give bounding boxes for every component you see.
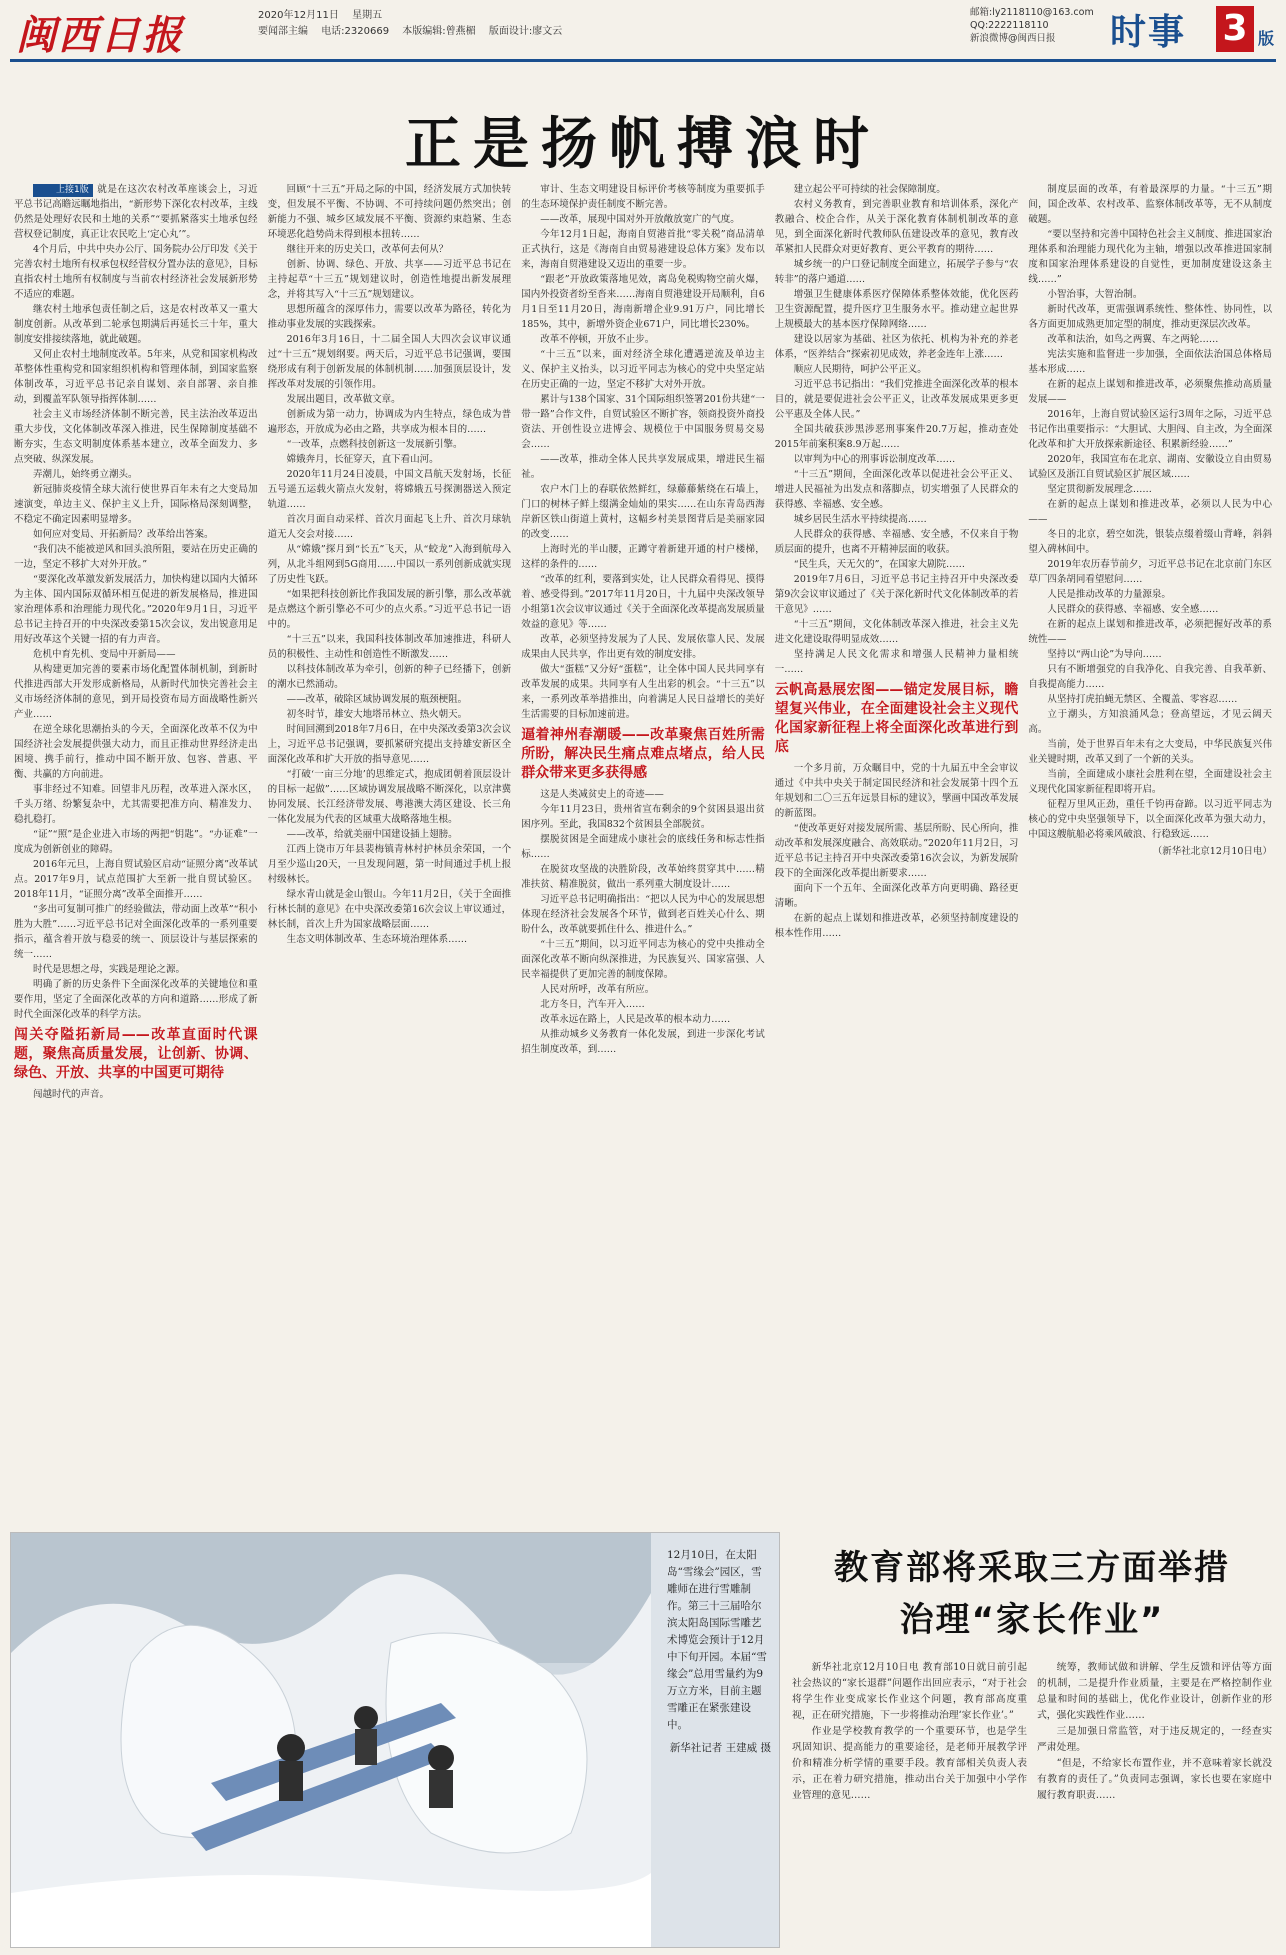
article-paragraph: 在新的起点上谋划和推进改革，必须以人民为中心—— bbox=[1028, 499, 1272, 525]
contact-weibo: 新浪微博@闽西日报 bbox=[970, 33, 1056, 44]
article-paragraph: 城乡居民生活水平持续提高…… bbox=[793, 514, 927, 525]
article-paragraph: 上海时光的半山腰，正蹲守着新建开通的村户楼梯，这样的条件的…… bbox=[521, 544, 765, 570]
article-paragraph: 面向下一个五年、全面深化改革方向更明确、路径更清晰。 bbox=[774, 883, 1019, 909]
article-paragraph: 改革永远在路上，人民是改革的根本动力…… bbox=[540, 1014, 731, 1025]
article-paragraph: 时间回溯到2018年7月6日，在中央深改委第3次会议上，习近平总书记强调，要抓紧研究提出支持雄安新区全面深化改革和扩大开放的指导意见…… bbox=[267, 724, 512, 765]
article-column-4 bbox=[775, 182, 1019, 1527]
article-paragraph: 习近平总书记指出：“我们党推进全面深化改革的根本目的，就是要促进社会公平正义，让改革发展成果更多更公平惠及全体人民。” bbox=[774, 379, 1019, 420]
article-paragraph: 当前，处于世界百年未有之大变局，中华民族复兴伟业关键时期，改革又到了一个新的关头。 bbox=[1028, 739, 1272, 765]
side-article-body bbox=[792, 1660, 1272, 1946]
news-photo-block bbox=[10, 1532, 780, 1948]
article-paragraph: 征程万里风正劲，重任千钧再奋蹄。以习近平同志为核心的党中央坚强领导下，以全面深化改革为强大动力，中国这艘航船必将乘风破浪、行稳致远…… bbox=[1028, 799, 1272, 840]
article-paragraph: 人民群众的获得感、幸福感、安全感，不仅来自于物质层面的提升，也离不开精神层面的收获。 bbox=[774, 529, 1019, 555]
article-paragraph: 江西上饶市万年县裴梅镇青林村护林员余荣国，一个月至少巡山20天，一旦发现问题，第一时间通过手机上报村级林长。 bbox=[267, 844, 512, 885]
section-subheading: 逼着神州春潮暖——改革聚焦百姓所需所盼，解决民生痛点难点堵点，给人民群众带来更多获得感 bbox=[521, 727, 765, 781]
article-paragraph: 冬日的北京，碧空如洗，银装点缀着缀山背峰，斜斜望入碑林间中。 bbox=[1028, 529, 1272, 555]
article-paragraph: “但是，不给家长布置作业，并不意味着家长就没有教育的责任了。”负责同志强调，家长也要在家庭中履行教育职责…… bbox=[1037, 1758, 1272, 1801]
article-paragraph: 在逆全球化思潮抬头的今天，全面深化改革不仅为中国经济社会发展提供强大动力，而且正推动世界经济走出困境、携手前行，推动中国不断开放、包容、普惠、平衡、共赢的方向前进。 bbox=[14, 724, 258, 780]
article-paragraph: 坚持满足人民文化需求和增强人民精神力量相统一…… bbox=[774, 649, 1019, 675]
article-paragraph: 绿水青山就是金山银山。今年11月2日，《关于全面推行林长制的意见》在中央深改委第16次会议上审议通过，林长制，首次上升为国家战略层面…… bbox=[267, 889, 512, 930]
side-article-title-line1: 教育部将采取三方面举措 bbox=[834, 1548, 1230, 1588]
article-paragraph: “要以坚持和完善中国特色社会主义制度、推进国家治理体系和治理能力现代化为主轴，增强以改革推进国家制度和国家治理体系建设的自觉性，更加制度建设这条主线……” bbox=[1028, 229, 1272, 285]
article-paragraph: 宪法实施和监督进一步加强，全面依法治国总体格局基本形成…… bbox=[1028, 349, 1272, 375]
article-paragraph: 改革，必须坚持发展为了人民、发展依靠人民、发展成果由人民共享，作出更有效的制度安排。 bbox=[521, 634, 765, 660]
article-paragraph: 在新的起点上谋划和推进改革，必须聚焦推动高质量发展—— bbox=[1028, 379, 1272, 405]
article-paragraph: 作业是学校教育教学的一个重要环节，也是学生巩固知识、提高能力的重要途径，是老师开展教学评价和精准分析学情的重要手段。教育部相关负责人表示，正在着力研究措施，推动出台关于加强中小学作业管理的意见…… bbox=[792, 1726, 1027, 1801]
article-paragraph: “民生兵，天无欠的”，在国家大剧院…… bbox=[793, 559, 965, 570]
article-paragraph: 初冬时节，雄安大地塔吊林立、热火朝天。 bbox=[286, 709, 468, 720]
article-paragraph: 坚定贯彻新发展理念…… bbox=[1047, 484, 1152, 495]
issue-date: 2020年12月11日 bbox=[258, 10, 339, 21]
phone: 电话:2320669 bbox=[321, 26, 390, 37]
article-paragraph: 4个月后，中共中央办公厅、国务院办公厅印发《关于完善农村土地所有权承包权经营权分置办法的意见》，目标直指农村土地所有权制度与当前农村经济社会发展新形势不适应的难题。 bbox=[14, 244, 258, 300]
article-paragraph: ——改革，展现中国对外开放敞放宽广的气度。 bbox=[540, 214, 740, 225]
article-column-5 bbox=[1028, 182, 1272, 1527]
article-paragraph: 新冠肺炎疫情全球大流行使世界百年未有之大变局加速演变，单边主义、保护主义上升，国际格局深刻调整，不稳定不确定因素明显增多。 bbox=[14, 484, 258, 525]
article-paragraph: 时代是思想之母，实践是理论之源。 bbox=[33, 964, 186, 975]
article-paragraph: “十三五”期间，文化体制改革深入推进，社会主义先进文化建设取得明显成效…… bbox=[774, 619, 1019, 645]
photo-credit: 新华社记者 王建威 摄 bbox=[669, 1742, 771, 1754]
article-paragraph: 城乡统一的户口登记制度全面建立，拓展学子参与“农转非”的落户通道…… bbox=[774, 259, 1019, 285]
article-paragraph: 在脱贫攻坚战的决胜阶段，改革始终贯穿其中……精准扶贫、精准脱贫，做出一系列重大制度设计…… bbox=[521, 864, 765, 890]
article-paragraph: 又何止农村土地制度改革。5年来，从党和国家机构改革整体性重构党和国家组织机构和管理体制，到国家监察体制改革，习近平总书记亲自谋划、亲自部署、亲自推动，到覆盖军队领导指挥体制…… bbox=[14, 349, 258, 405]
article-paragraph: 从推动城乡义务教育一体化发展，到进一步深化考试招生制度改革，到…… bbox=[521, 1029, 765, 1055]
article-paragraph: “打破‘一亩三分地’的思维定式，抱成团朝着顶层设计的目标一起做”……区域协调发展战略不断深化，以京津冀协同发展、长江经济带发展、粤港澳大湾区建设、长三角一体化发展为代表的区域重大战略落地生根。 bbox=[267, 769, 512, 825]
article-paragraph: 农户木门上的春联依然鲜红，绿藤藤紫绕在石墙上，门口的树林子鲜上缀满金灿灿的果实……在山东青岛西海岸新区铁山街道上黄村，这幅乡村美景图背后是美丽家园的改变…… bbox=[521, 484, 765, 540]
contact-email: 邮箱:ly2118110@163.com bbox=[970, 7, 1094, 18]
article-paragraph: 生态文明体制改革、生态环境治理体系…… bbox=[286, 934, 468, 945]
section-subheading: 云帆高悬展宏图——锚定发展目标，瞻望复兴伟业，在全面建设社会主义现代化国家新征程上将全面深化改革进行到底 bbox=[774, 682, 1019, 755]
article-paragraph: 弄潮儿，始终勇立潮头。 bbox=[33, 469, 138, 480]
article-paragraph: 改革和法治，如鸟之两翼、车之两轮…… bbox=[1047, 334, 1219, 345]
article-paragraph: 人民是推动改革的力量源泉。 bbox=[1047, 589, 1171, 600]
article-paragraph: “十三五”以来，我国科技体制改革加速推进，科研人员的积极性、主动性和创造性不断激发…… bbox=[267, 634, 512, 660]
article-signoff: （新华社北京12月10日电） bbox=[1152, 846, 1272, 857]
article-column-1 bbox=[14, 182, 258, 1527]
article-paragraph: 今年11月23日，贵州省宣布剩余的9个贫困县退出贫困序列。至此，我国832个贫困县全部脱贫。 bbox=[521, 804, 765, 830]
article-paragraph: 事非经过不知难。回望非凡历程，改革进入深水区，千头万绪、纷繁复杂中，尤其需要把准方向、精准发力、稳扎稳打。 bbox=[14, 784, 258, 825]
article-paragraph: “跟老”开放政策落地见效，离岛免税购物空前火爆，国内外投资者纷至沓来……海南自贸港建设开局顺利，自6月1日至11月20日，海南新增企业9.91万户，同比增长185%，其中，新增外资企业671户，同比增长230%。 bbox=[521, 274, 765, 330]
article-paragraph: 思想所蕴含的深厚伟力，需要以改革为路径，转化为推动事业发展的实践探索。 bbox=[267, 304, 512, 330]
article-paragraph: 2016年，上海自贸试验区运行3周年之际，习近平总书记作出重要指示：“大胆试、大胆闯、自主改，为全面深化改革和扩大开放探索新途径、积累新经验……” bbox=[1028, 409, 1272, 450]
article-paragraph: “改革的红利，要落到实处，让人民群众看得见、摸得着、感受得到。”2017年11月20日，十九届中央深改领导小组第1次会议审议通过《关于全面深化改革提高发展质量效益的意见》等…… bbox=[521, 574, 765, 630]
article-paragraph: 在新的起点上谋划和推进改革，必须坚持制度建设的根本性作用…… bbox=[774, 913, 1019, 939]
article-paragraph: “我们决不能被逆风和回头浪所阻，要站在历史正确的一边，坚定不移扩大对外开放。” bbox=[14, 544, 258, 570]
article-paragraph: 北方冬日，汽车开入…… bbox=[540, 999, 645, 1010]
page-designer: 版面设计:廖文云 bbox=[488, 26, 563, 37]
article-paragraph: 新华社北京12月10日电 教育部10日就日前引起社会热议的“家长退群”问题作出回应表示，“对于社会将学生作业变成家长作业这个问题，教育部高度重视，正在研究措施，下一步将推动治理‘家长作业’。” bbox=[792, 1662, 1027, 1721]
article-paragraph: “使改革更好对接发展所需、基层所盼、民心所向，推动改革和发展深度融合、高效联动。”2020年11月2日，习近平总书记主持召开中央深改委第16次会议，为新发展阶段下的全面深化改革提出新要求…… bbox=[774, 823, 1019, 879]
article-paragraph: 全国共破获涉黑涉恶刑事案件20.7万起，推动查处2015年前案积案8.9万起…… bbox=[774, 424, 1019, 450]
article-paragraph: “十三五”期间，以习近平同志为核心的党中央推动全面深化改革不断向纵深推进，为民族复兴、国家富强、人民幸福提供了更加完善的制度保障。 bbox=[521, 939, 765, 980]
article-paragraph: 一个多月前，万众瞩目中，党的十九届五中全会审议通过《中共中央关于制定国民经济和社会发展第十四个五年规划和二〇三五年远景目标的建议》，擘画中国改革发展的新蓝图。 bbox=[774, 763, 1019, 819]
article-paragraph: 审计、生态文明建设目标评价考核等制度为重要抓手的生态环境保护责任制度不断完善。 bbox=[521, 184, 765, 210]
article-paragraph: 顺应人民期待，呵护公平正义。 bbox=[793, 364, 927, 375]
article-paragraph: 做大“蛋糕”又分好“蛋糕”，让全体中国人民共同享有改革发展的成果。共同享有人生出彩的机会。“十三五”以来，一系列改革举措推出，向着满足人民日益增长的美好生活需要的目标加速前进。 bbox=[521, 664, 765, 720]
article-paragraph: 人民群众的获得感、幸福感、安全感…… bbox=[1047, 604, 1219, 615]
article-paragraph: 以科技体制改革为牵引，创新的种子已经播下，创新的潮水已然涌动。 bbox=[267, 664, 512, 690]
article-paragraph: 坚持以“两山论”为导向…… bbox=[1047, 649, 1162, 660]
article-paragraph: 发展出题目，改革做文章。 bbox=[286, 394, 401, 405]
article-paragraph: 这是人类减贫史上的奇迹—— bbox=[540, 789, 664, 800]
newspaper-logo: 闽西日报 bbox=[16, 12, 184, 59]
article-paragraph: 2020年，我国宣布在北京、湖南、安徽设立自由贸易试验区及浙江自贸试验区扩展区域…… bbox=[1028, 454, 1272, 480]
article-paragraph: 闯越时代的声音。 bbox=[33, 1089, 110, 1100]
article-paragraph: “如果把科技创新比作我国发展的新引擎，那么改革就是点燃这个新引擎必不可少的点火系。”习近平总书记一语中的。 bbox=[267, 589, 512, 630]
article-column-2 bbox=[268, 182, 512, 1527]
article-paragraph: 从构建更加完善的要素市场化配置体制机制，到新时代推进西部大开发形成新格局，从新时代加快完善社会主义市场经济体制的意见，到开局投资布局方面战略性新兴产业…… bbox=[14, 664, 258, 720]
article-paragraph: “一改革，点燃科技创新这一发展新引擎。 bbox=[286, 439, 463, 450]
article-paragraph: 继往开来的历史关口，改革何去何从？ bbox=[286, 244, 449, 255]
section-subheading: 闯关夺隘拓新局——改革直面时代课题，聚焦高质量发展，让创新、协调、绿色、开放、共享的中国更可期待 bbox=[14, 1027, 258, 1081]
article-paragraph: “证”“照”是企业进入市场的两把“钥匙”。“办证难”一度成为创新创业的障碍。 bbox=[14, 829, 258, 855]
article-paragraph: 从坚持打虎拍蝇无禁区、全覆盖、零容忍…… bbox=[1047, 694, 1238, 705]
masthead bbox=[10, 0, 1276, 62]
side-article-title-line2: 治理“家长作业” bbox=[899, 1600, 1165, 1640]
article-paragraph: 2016年元旦，上海自贸试验区启动“证照分离”改革试点。2017年9月，试点范围扩大至新一批自贸试验区。2018年11月，“证照分离”改革全面推开…… bbox=[14, 859, 258, 900]
article-paragraph: 2016年3月16日，十二届全国人大四次会议审议通过“十三五”规划纲要。两天后，习近平总书记强调，要围绕形成有利于创新发展的体制机制……加强顶层设计，发挥改革对发展的引领作用。 bbox=[267, 334, 512, 390]
photo-caption bbox=[667, 1547, 771, 1757]
article-paragraph: 建立起公平可持续的社会保障制度。 bbox=[793, 184, 946, 195]
page-editor: 本版编辑:曾燕楣 bbox=[402, 26, 476, 37]
issue-weekday: 星期五 bbox=[352, 10, 383, 21]
article-paragraph: 制度层面的改革，有着最深厚的力量。“十三五”期间，国企改革、农村改革、监察体制改革等，无不从制度破题。 bbox=[1028, 184, 1272, 225]
article-body bbox=[14, 182, 1272, 1527]
article-paragraph: 建设以居家为基础、社区为依托、机构为补充的养老体系，“医养结合”探索初见成效，养老金连年上涨…… bbox=[774, 334, 1019, 360]
article-paragraph: 社会主义市场经济体制不断完善，民主法治改革迈出重大步伐，文化体制改革深入推进，民生保障制度基础不断夯实，生态文明制度体系基本建立，改革全面发力、多点突破、纵深发展。 bbox=[14, 409, 258, 465]
article-paragraph: 明确了新的历史条件下全面深化改革的关键地位和重要作用，坚定了全面深化改革的方向和道路……形成了新时代全面深化改革的科学方法。 bbox=[14, 979, 258, 1020]
article-paragraph: 以审判为中心的刑事诉讼制度改革…… bbox=[793, 454, 956, 465]
article-paragraph: 累计与138个国家、31个国际组织签署201份共建“一带一路”合作文件，自贸试验区不断扩容，领商投资外商投资法、开创性设立进博会、规模位于中国服务贸易交易会…… bbox=[521, 394, 765, 450]
contact-qq: QQ:2222118110 bbox=[970, 20, 1049, 31]
article-paragraph: 今年12月1日起，海南自贸港首批“零关税”商品清单正式执行，这是《海南自由贸易港建设总体方案》发布以来，海南自贸港建设又迈出的重要一步。 bbox=[521, 229, 765, 270]
continued-badge: 上接1版 bbox=[33, 184, 93, 197]
article-paragraph: 只有不断增强党的自我净化、自我完善、自我革新、自我提高能力…… bbox=[1028, 664, 1272, 690]
article-paragraph: ——改革，给就美丽中国建设插上翅膀。 bbox=[286, 829, 458, 840]
chief-editor: 要闻部主编 bbox=[258, 26, 308, 37]
article-paragraph: 回顾“十三五”开局之际的中国，经济发展方式加快转变，但发展不平衡、不协调、不可持续问题仍然突出；创新能力不强、城乡区域发展不平衡、资源约束趋紧、生态环境恶化趋势尚未得到根本扭转…… bbox=[267, 184, 512, 240]
article-paragraph: 农村义务教育，到完善职业教育和培训体系，深化产教融合、校企合作，从关于深化教育体制机制改革的意见，到全面深化新时代教师队伍建设改革的意见，教育改革紧扣人民群众对更好教育、更公平教育的期待…… bbox=[774, 199, 1019, 255]
article-paragraph: 上接1版 就是在这次农村改革座谈会上，习近平总书记高瞻远瞩地指出，“新形势下深化农村改革，主线仍然是处理好农民和土地的关系”“要抓紧落实土地承包经营权登记制度，真正让农民吃上‘定心丸’”。 bbox=[14, 184, 258, 240]
main-headline: 正是扬帆搏浪时 bbox=[405, 112, 881, 177]
article-paragraph: “十三五”期间，全面深化改革以促进社会公平正义、增进人民福祉为出发点和落脚点，切实增强了人民群众的获得感、幸福感、安全感。 bbox=[774, 469, 1019, 510]
article-paragraph: 摆脱贫困是全面建成小康社会的底线任务和标志性指标…… bbox=[521, 834, 765, 860]
issue-info bbox=[258, 8, 572, 40]
photo-caption-text: 12月10日，在太阳岛“雪缘会”园区，雪雕师在进行雪雕制作。第三十三届哈尔滨太阳岛国际雪雕艺术博览会预计于12月中下旬开园。本届“雪缘会”总用雪量约为9万立方米，目前主题雪雕正在紧张建设中。 bbox=[667, 1549, 767, 1731]
article-paragraph: “十三五”以来，面对经济全球化遭遇逆流及单边主义、保护主义抬头，以习近平同志为核心的党中央坚定站在历史正确的一边，坚定不移扩大对外开放。 bbox=[521, 349, 765, 390]
article-paragraph: 立于潮头，方知浪涌风急；登高望远，才见云阔天高。 bbox=[1028, 709, 1272, 735]
page-suffix: 版 bbox=[1258, 29, 1275, 48]
contact-info bbox=[970, 6, 1094, 45]
article-paragraph: 2019年农历春节前夕，习近平总书记在北京前门东区草厂四条胡同看望慰问…… bbox=[1028, 559, 1272, 585]
article-paragraph: 创新、协调、绿色、开放、共享——习近平总书记在主持起草“十三五”规划建议时，创造性地提出新发展理念，并将其写入“十三五”规划建议。 bbox=[267, 259, 512, 300]
article-paragraph: “多出可复制可推广的经验做法，带动面上改革”“积小胜为大胜”……习近平总书记对全面深化改革的一系列重要指示，蕴含着开放与稳妥的统一、顶层设计与基层探索的统一…… bbox=[14, 904, 258, 960]
article-paragraph: 三是加强日常监管，对于违反规定的，一经查实严肃处理。 bbox=[1037, 1726, 1272, 1753]
article-paragraph: 危机中育先机、变局中开新局—— bbox=[33, 649, 176, 660]
article-paragraph: 统筹，教师试做和讲解、学生反馈和评估等方面的机制，二是提升作业质量，主要是在严格控制作业总量和时间的基础上，优化作业设计，创新作业的形式，强化实践性作业…… bbox=[1037, 1662, 1272, 1721]
article-paragraph: 人民对所呼，改革有所应。 bbox=[540, 984, 655, 995]
article-paragraph: 增强卫生健康体系医疗保障体系整体效能，优化医药卫生资源配置，提升医疗卫生服务水平。推动建立起世界上规模最大的基本医疗保障网络…… bbox=[774, 289, 1019, 330]
article-paragraph: ——改革，推动全体人民共享发展成果，增进民生福祉。 bbox=[521, 454, 765, 480]
article-paragraph: ——改革，破除区域协调发展的瓶颈梗阻。 bbox=[286, 694, 468, 705]
article-paragraph: 创新成为第一动力，协调成为内生特点，绿色成为普遍形态，开放成为必由之路，共享成为根本目的…… bbox=[267, 409, 512, 435]
article-paragraph: 从“嫦娥”探月到“长五”飞天，从“蛟龙”入海到航母入列，从北斗组网到5G商用……中国以一系列创新成就实现了历史性飞跃。 bbox=[267, 544, 512, 585]
article-paragraph: 习近平总书记明确指出：“把以人民为中心的发展思想体现在经济社会发展各个环节，做到老百姓关心什么、期盼什么，改革就要抓住什么、推进什么。” bbox=[521, 894, 765, 935]
article-paragraph: 当前，全面建成小康社会胜利在望，全面建设社会主义现代化国家新征程即将开启。 bbox=[1028, 769, 1272, 795]
article-paragraph: “要深化改革激发新发展活力，加快构建以国内大循环为主体、国内国际双循环相互促进的新发展格局，推进国家治理体系和治理能力现代化。”2020年9月1日，习近平总书记主持召开的中央深改委第15次会议，发出锐意用足用好改革这个关键一招的有力声音。 bbox=[14, 574, 258, 645]
article-paragraph: 小智治事，大智治制。 bbox=[1047, 289, 1143, 300]
side-article-column-1 bbox=[792, 1660, 1027, 1946]
side-article-column-2 bbox=[1037, 1660, 1272, 1946]
article-column-3 bbox=[521, 182, 765, 1527]
snow-sculpture-photo bbox=[11, 1533, 651, 1948]
article-paragraph: 新时代改革，更需强调系统性、整体性、协同性，以各方面更加成熟更加定型的制度，推动更深层次改革。 bbox=[1028, 304, 1272, 330]
article-paragraph: 嫦娥奔月，长征穿天，直下看山河。 bbox=[286, 454, 439, 465]
section-name: 时事 bbox=[1110, 12, 1187, 53]
article-paragraph: 2019年7月6日，习近平总书记主持召开中央深改委第9次会议审议通过了《关于深化新时代文化体制改革的若干意见》…… bbox=[774, 574, 1019, 615]
article-paragraph: 改革不停顿，开放不止步。 bbox=[540, 334, 655, 345]
article-paragraph: 继农村土地承包责任制之后，这是农村改革又一重大制度创新。从改革到二轮承包期满后再延长三十年，重大制度安排接续落地，就此破题。 bbox=[14, 304, 258, 345]
article-paragraph: 在新的起点上谋划和推进改革，必须把握好改革的系统性—— bbox=[1028, 619, 1272, 645]
article-paragraph: 首次月面自动采样、首次月面起飞上升、首次月球轨道无人交会对接…… bbox=[267, 514, 512, 540]
article-paragraph: 如何应对变局、开拓新局？改革给出答案。 bbox=[33, 529, 214, 540]
article-paragraph: 2020年11月24日凌晨，中国文昌航天发射场，长征五号遥五运载火箭点火发射，将嫦娥五号探测器送入预定轨道…… bbox=[267, 469, 512, 510]
page-number: 3 bbox=[1216, 6, 1254, 52]
